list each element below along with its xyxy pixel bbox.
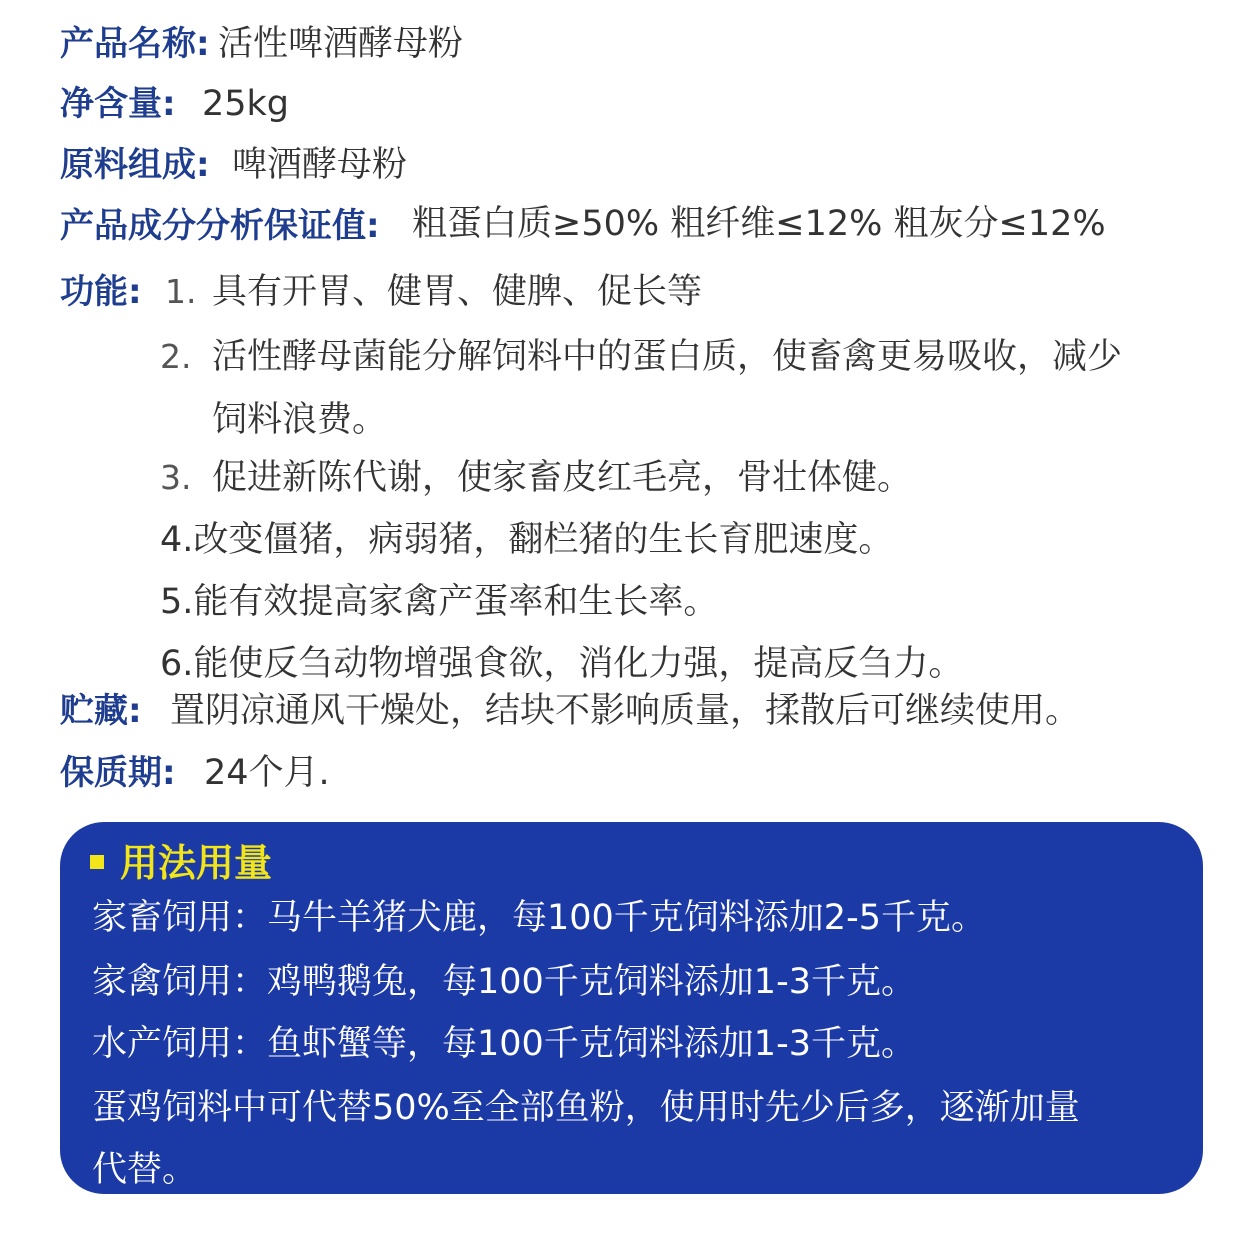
storage-label: 贮藏: [60, 691, 142, 731]
function-5-text: 5.能有效提高家禽产蛋率和生长率。 [160, 582, 719, 622]
shelf-life-value: 24个月. [204, 753, 330, 793]
ingredients-value: 啤酒酵母粉 [232, 145, 408, 185]
net-content-label: 净含量: [60, 84, 176, 124]
net-content-value: 25kg [202, 84, 290, 124]
usage-aquatic: 水产饲用：鱼虾蟹等，每100千克饲料添加1-3千克。 [92, 1024, 916, 1064]
function-1-number: 1. [165, 272, 197, 311]
usage-livestock: 家畜饲用：马牛羊猪犬鹿，每100千克饲料添加2-5千克。 [92, 898, 986, 938]
function-2-text: 活性酵母菌能分解饲料中的蛋白质，使畜禽更易吸收，减少 [212, 337, 1123, 377]
product-name-label: 产品名称: [60, 24, 210, 64]
product-name-value: 活性啤酒酵母粉 [218, 24, 464, 64]
shelf-life-label: 保质期: [60, 753, 176, 793]
usage-layer-hen-cont: 代替。 [92, 1150, 198, 1190]
ingredients-label: 原料组成: [60, 145, 210, 185]
function-4-text: 4.改变僵猪，病弱猪，翻栏猪的生长育肥速度。 [160, 520, 894, 560]
function-2-number: 2. [160, 337, 192, 376]
analysis-value: 粗蛋白质≥50% 粗纤维≤12% 粗灰分≤12% [412, 204, 1106, 244]
function-6-text: 6.能使反刍动物增强食欲，消化力强，提高反刍力。 [160, 644, 964, 684]
usage-layer-hen: 蛋鸡饲料中可代替50%至全部鱼粉，使用时先少后多，逐渐加量 [92, 1088, 1080, 1128]
function-1-text: 具有开胃、健胃、健脾、促长等 [212, 272, 703, 312]
storage-value: 置阴凉通风干燥处，结块不影响质量，揉散后可继续使用。 [170, 691, 1081, 731]
functions-label: 功能: [60, 272, 142, 312]
bullet-square-icon [90, 855, 104, 869]
function-2-text-cont: 饲料浪费。 [212, 400, 388, 440]
analysis-label: 产品成分分析保证值: [60, 206, 380, 246]
usage-title [90, 840, 272, 886]
usage-title-text: 用法用量 [120, 841, 273, 885]
usage-poultry: 家禽饲用：鸡鸭鹅兔，每100千克饲料添加1-3千克。 [92, 962, 916, 1002]
function-3-number: 3. [160, 458, 192, 497]
function-3-text: 促进新陈代谢，使家畜皮红毛亮，骨壮体健。 [212, 458, 913, 498]
